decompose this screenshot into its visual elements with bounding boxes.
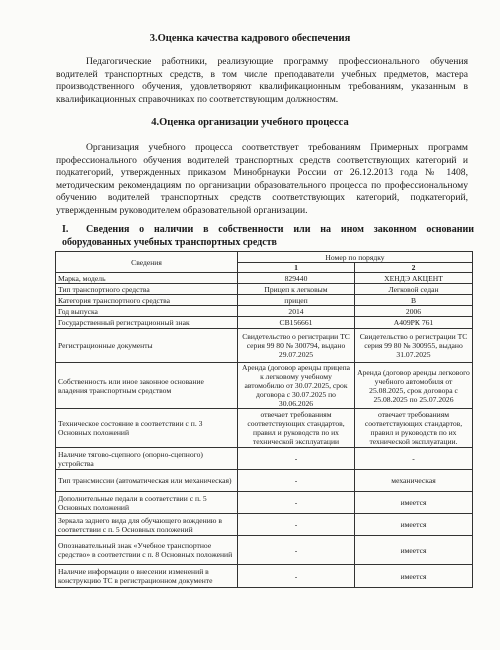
- row-value-2: Аренда (договор аренды легкового учебного автомобиля от 25.08.2025, срок договора с 25.08.2025 по 25.07.2026: [355, 363, 473, 409]
- row-value-2: имеется: [355, 536, 473, 565]
- row-label: Дополнительные педали в соответствии с п. 5 Основных положений: [56, 492, 238, 514]
- row-value-1: 829440: [238, 273, 355, 284]
- paragraph-process: [56, 142, 468, 218]
- heading-staffing: 3.Оценка качества кадрового обеспечения: [149, 33, 351, 44]
- section-number: I.: [62, 224, 69, 235]
- row-value-1: -: [238, 536, 355, 565]
- row-value-2: имеется: [355, 492, 473, 514]
- table-row: [56, 306, 473, 317]
- row-value-1: -: [238, 514, 355, 536]
- row-label: Зеркала заднего вида для обучающего вождению в соответствии с п. 5 Основных положений: [56, 514, 238, 536]
- table-row: [56, 295, 473, 306]
- table-row: [56, 329, 473, 363]
- row-value-1: отвечает требованиям соответствующих стандартов, правил и руководств по их технической эксплуатации: [238, 409, 355, 448]
- row-label: Регистрационные документы: [56, 329, 238, 363]
- row-value-1: -: [238, 492, 355, 514]
- row-value-2: Свидетельство о регистрации ТС серия 99 80 № 300955, выдано 31.07.2025: [355, 329, 473, 363]
- heading-process: 4.Оценка организации учебного процесса: [151, 117, 349, 128]
- row-value-2: В: [355, 295, 473, 306]
- row-value-1: -: [238, 448, 355, 470]
- row-value-1: -: [238, 565, 355, 588]
- table-row: [56, 536, 473, 565]
- row-value-1: 2014: [238, 306, 355, 317]
- row-label: Собственность или иное законное основание владения транспортным средством: [56, 363, 238, 409]
- row-value-2: 2006: [355, 306, 473, 317]
- row-label: Тип трансмиссии (автоматическая или механическая): [56, 470, 238, 492]
- row-label: Тип транспортного средства: [56, 284, 238, 295]
- row-value-2: механическая: [355, 470, 473, 492]
- row-value-2: -: [355, 448, 473, 470]
- table-row: [56, 565, 473, 588]
- paragraph-staffing-text: Педагогические работники, реализующие программу профессионального обучения водителей транспортных средств, в том числе преподаватели учебных предметов, мастера производственного обучения, удовлетворяют квалификационным требованиям, указанным в квалификационных справочниках по соответствующим должностям.: [56, 56, 468, 105]
- paragraph-staffing: [56, 56, 468, 106]
- table-row: [56, 448, 473, 470]
- row-value-2: имеется: [355, 565, 473, 588]
- row-label: Наличие информации о внесении изменений в конструкцию ТС в регистрационном документе: [56, 565, 238, 588]
- row-value-1: Прицеп к легковым: [238, 284, 355, 295]
- table-header-col-2: 2: [355, 263, 473, 273]
- row-value-2: ХЕНДЭ АКЦЕНТ: [355, 273, 473, 284]
- row-value-1: Свидетельство о регистрации ТС серия 99 80 № 300794, выдано 29.07.2025: [238, 329, 355, 363]
- table-row: [56, 273, 473, 284]
- row-value-1: -: [238, 470, 355, 492]
- row-value-2: отвечает требованиям соответствующих стандартов, правил и руководств по их технической эксплуатации.: [355, 409, 473, 448]
- row-value-1: Аренда (договор аренды прицепа к легковому учебному автомобилю от 30.07.2025, срок договора с 30.07.2025 по 30.06.2026: [238, 363, 355, 409]
- table-header-col-1: 1: [238, 263, 355, 273]
- table-header-info: Сведения: [56, 252, 238, 273]
- row-value-1: прицеп: [238, 295, 355, 306]
- row-label: Категория транспортного средства: [56, 295, 238, 306]
- table-row: [56, 470, 473, 492]
- table-row: [56, 514, 473, 536]
- table-row: [56, 409, 473, 448]
- section-title: [62, 224, 474, 249]
- section-title-text: Сведения о наличии в собственности или на ином законном основании оборудованных учебных транспортных средств: [62, 224, 474, 248]
- table-header-order: Номер по порядку: [238, 252, 473, 263]
- row-label: Год выпуска: [56, 306, 238, 317]
- table-row: [56, 492, 473, 514]
- row-label: Наличие тягово-сцепного (опорно-сцепного) устройства: [56, 448, 238, 470]
- row-value-2: Легковой седан: [355, 284, 473, 295]
- row-label: Опознавательный знак «Учебное транспортное средство» в соответствии с п. 8 Основных положений: [56, 536, 238, 565]
- row-label: Государственный регистрационный знак: [56, 317, 238, 329]
- row-value-2: А409РК 761: [355, 317, 473, 329]
- row-value-2: имеется: [355, 514, 473, 536]
- row-value-1: СВ156661: [238, 317, 355, 329]
- table-row: [56, 284, 473, 295]
- vehicles-table: [55, 251, 473, 588]
- table-row: [56, 363, 473, 409]
- paragraph-process-text: Организация учебного процесса соответствует требованиям Примерных программ профессионального обучения водителей транспортных средств соответствующих категорий и подкатегорий, утвержденных приказом Минобрнауки России от 26.12.2013 года № 1408, методическим рекомендациям по организации образовательного процесса по профессиональному обучению водителей транспортных средств соответствующих категорий, подкатегорий, утвержденным руководителем образовательной организации.: [56, 142, 468, 216]
- table-row: [56, 317, 473, 329]
- row-label: Техническое состояние в соответствии с п. 3 Основных положений: [56, 409, 238, 448]
- row-label: Марка, модель: [56, 273, 238, 284]
